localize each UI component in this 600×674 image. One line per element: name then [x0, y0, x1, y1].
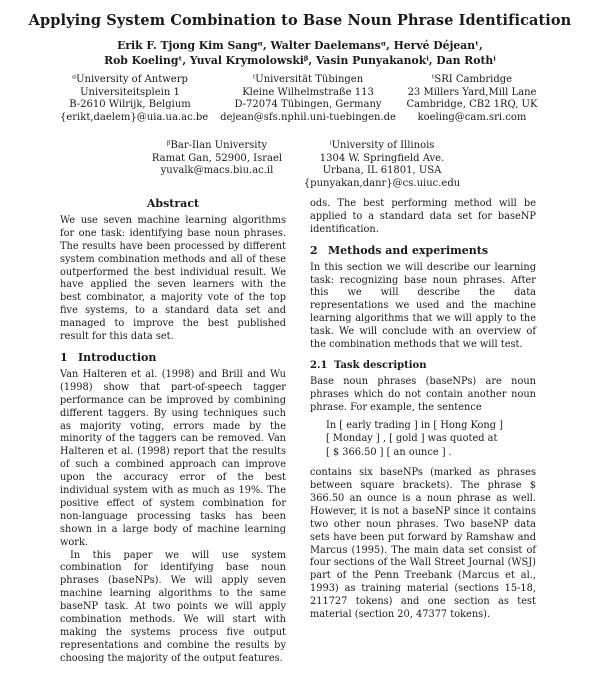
right-column [310, 198, 536, 622]
affiliation-line: Universiteitsplein 1 [80, 86, 180, 98]
example-line: [ Monday ] , [ gold ] was quoted at [326, 433, 498, 445]
affiliation-line: ᵗUniversität Tübingen [252, 74, 364, 85]
affiliation-email: {punyakan,danr}@cs.uiuc.edu [303, 177, 461, 189]
affiliation-bar-ilan [142, 140, 292, 178]
subsection-number: 2.1 [310, 359, 328, 371]
affiliation-line: ᵗSRI Cambridge [431, 74, 513, 85]
methods-paragraph: In this section we will describe our learning task: recognizing base noun phrases. After this we will describe the data representations we used and the machine learning algorithms that we will apply to the task. We will conclude with an overview of the combination methods that we will test. [310, 261, 536, 351]
section-title: Methods and experiments [328, 243, 489, 257]
section-number: 1 [60, 350, 68, 364]
affiliation-email: {erikt,daelem}@uia.ua.ac.be [60, 111, 209, 123]
task-paragraph-2: contains six baseNPs (marked as phrases between square brackets). The phrase $ 366.50 an ounce is a noun phrase as well. However, it is not a baseNP since it contains two other noun phrases. Two baseNP data sets have been put forward by Ramshaw and Marcus (1995). The main data set consist of four sections of the Wall Street Journal (WSJ) part of the Penn Treebank (Marcus et al., 1993) as training material (sections 15-18, 211727 tokens) and one section as test material (section 20, 47377 tokens). [310, 467, 536, 621]
affiliation-line: D-72074 Tübingen, Germany [234, 99, 382, 111]
section-title: Introduction [78, 350, 157, 364]
affiliation-line: B-2610 Wilrijk, Belgium [69, 99, 191, 111]
affiliation-line: Kleine Wilhelmstraße 113 [242, 86, 374, 98]
subsection-2-1-heading [310, 360, 536, 373]
subsection-title: Task description [334, 359, 427, 371]
affiliation-line: ᵅUniversity of Antwerp [72, 74, 188, 85]
author-line-2: Rob Koelingᵗ, Yuval Krymolowskiᵝ, Vasin Punyakanokⁱ, Dan Rothⁱ [104, 54, 496, 67]
section-2-heading [310, 245, 536, 258]
affiliation-line: Cambridge, CB2 1RQ, UK [406, 99, 538, 111]
section-1-heading [60, 352, 286, 365]
task-paragraph-1: Base noun phrases (baseNPs) are noun phrases which do not contain another noun phrase. For example, the sentence [310, 375, 536, 413]
author-line-1: Erik F. Tjong Kim Sangᵅ, Walter Daelemansᵅ, Hervé Déjeanᵗ, [117, 39, 483, 52]
affiliation-email: yuvalk@macs.biu.ac.il [160, 165, 274, 177]
abstract-heading: Abstract [146, 197, 200, 210]
example-line: [ $ 366.50 ] [ an ounce ] . [326, 446, 452, 458]
intro-paragraph-1: Van Halteren et al. (1998) and Brill and Wu (1998) show that part-of-speech tagger performance can be improved by combining different taggers. By using techniques such as majority voting, errors made by the minority of the taggers can be removed. Van Halteren et al. (1998) report that the results of such a combined approach can improve upon the accuracy error of the best individual system with as much as 19%. The positive effect of system combination for non-language processing tasks has been shown in a large body of machine learning work. [60, 368, 286, 548]
intro-continuation: ods. The best performing method will be applied to a standard data set for baseNP identification. [310, 198, 536, 235]
affiliation-illinois [292, 140, 472, 190]
paper-title: Applying System Combination to Base Noun Phrase Identification [28, 12, 572, 29]
affiliation-antwerp [60, 74, 209, 124]
affiliation-sri [402, 74, 542, 124]
affiliation-line: Urbana, IL 61801, USA [322, 165, 442, 177]
intro-paragraph-2: In this paper we will use system combination for identifying base noun phrases (baseNPs). We will apply seven machine learning algorithms to the same baseNP task. At two points we will apply combination methods. We will start with making the systems process five output representations and combine the results by choosing the majority of the output features. [60, 549, 286, 664]
section-number: 2 [310, 243, 318, 257]
affiliation-line: ᵝBar-Ilan University [166, 140, 268, 151]
affiliation-email: koeling@cam.sri.com [417, 111, 527, 123]
affiliation-line: 23 Millers Yard,Mill Lane [407, 86, 537, 98]
affiliation-tuebingen [218, 74, 398, 124]
affiliation-email: dejean@sfs.nphil.uni-tuebingen.de [220, 111, 396, 123]
left-column [60, 198, 286, 674]
example-sentence [326, 419, 536, 460]
abstract-text: We use seven machine learning algorithms for one task: identifying base noun phrases. The results have been processed by different system combination methods and all of these outperformed the best individual result. We have applied the seven learners with the best combinator, a majority vote of the top five systems, to a standard data set and managed to improve the best published result for this data set. [60, 214, 286, 343]
affiliation-line: ⁱUniversity of Illinois [329, 140, 435, 151]
affiliation-line: 1304 W. Springfield Ave. [319, 152, 445, 164]
example-line: In [ early trading ] in [ Hong Kong ] [326, 419, 503, 431]
affiliation-line: Ramat Gan, 52900, Israel [151, 152, 283, 164]
